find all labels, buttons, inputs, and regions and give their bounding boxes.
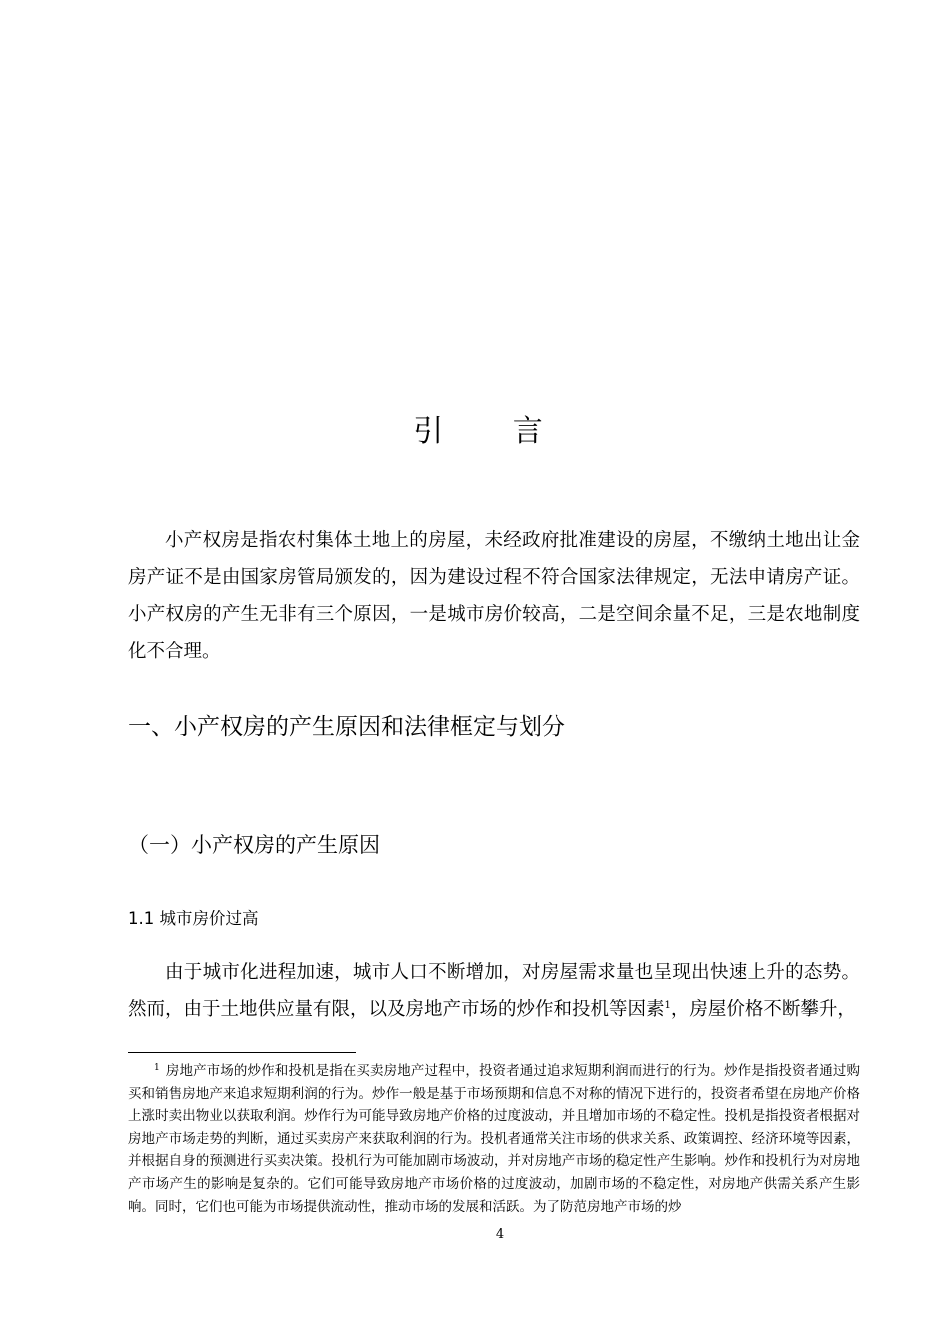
footnote-marker: 1 bbox=[154, 1062, 160, 1073]
document-title: 引 言 bbox=[413, 414, 573, 449]
section-heading-1: 一、小产权房的产生原因和法律框定与划分 bbox=[128, 714, 565, 740]
intro-paragraph: 小产权房是指农村集体土地上的房屋，未经政府批准建设的房屋，不缴纳土地出让金房产证不是由国家房管局颁发的，因为建设过程不符合国家法律规定，无法申请房产证。小产权房的产生无非有三个原因，一是城市房价较高，二是空间余量不足，三是农地制度化不合理。 bbox=[128, 530, 860, 662]
footnote-separator bbox=[128, 1052, 356, 1053]
body-section bbox=[128, 954, 860, 1028]
footnote-text: 房地产市场的炒作和投机是指在买卖房地产过程中，投资者通过追求短期利润而进行的行为。炒作是指投资者通过购买和销售房地产来追求短期利润的行为。炒作一般是基于市场预期和信息不对称的情况下进行的，投资者希望在房地产价格上涨时卖出物业以获取利润。炒作行为可能导致房地产价格的过度波动，并且增加市场的不稳定性。投机是指投资者根据对房地产市场走势的判断，通过买卖房产来获取利润的行为。投机者通常关注市场的供求关系、政策调控、经济环境等因素，并根据自身的预测进行买卖决策。投机行为可能加剧市场波动，并对房地产市场的稳定性产生影响。炒作和投机行为对房地产市场产生的影响是复杂的。它们可能导致房地产市场价格的过度波动，加剧市场的不稳定性，对房地产供需关系产生影响。同时，它们也可能为市场提供流动性，推动市场的发展和活跃。为了防范房地产市场的炒 bbox=[128, 1063, 860, 1215]
body-paragraph-text-start: 由于城市化进程加速，城市人口不断增加，对房屋需求量也呈现出快速上升的态势。然而，由于土地供应量有限，以及房地产市场的炒作和投机等因素 bbox=[128, 962, 860, 1020]
footnote bbox=[128, 1060, 860, 1218]
subsubsection-heading: 1.1 城市房价过高 bbox=[128, 909, 259, 928]
body-paragraph-text-end: ，房屋价格不断攀升， bbox=[670, 999, 856, 1020]
page-number: 4 bbox=[495, 1227, 505, 1242]
footnote-reference[interactable]: 1 bbox=[664, 999, 671, 1011]
body-paragraph bbox=[128, 954, 860, 1028]
footnote-paragraph bbox=[128, 1060, 860, 1218]
intro-section bbox=[128, 522, 860, 670]
subsection-heading: （一）小产权房的产生原因 bbox=[128, 833, 380, 857]
